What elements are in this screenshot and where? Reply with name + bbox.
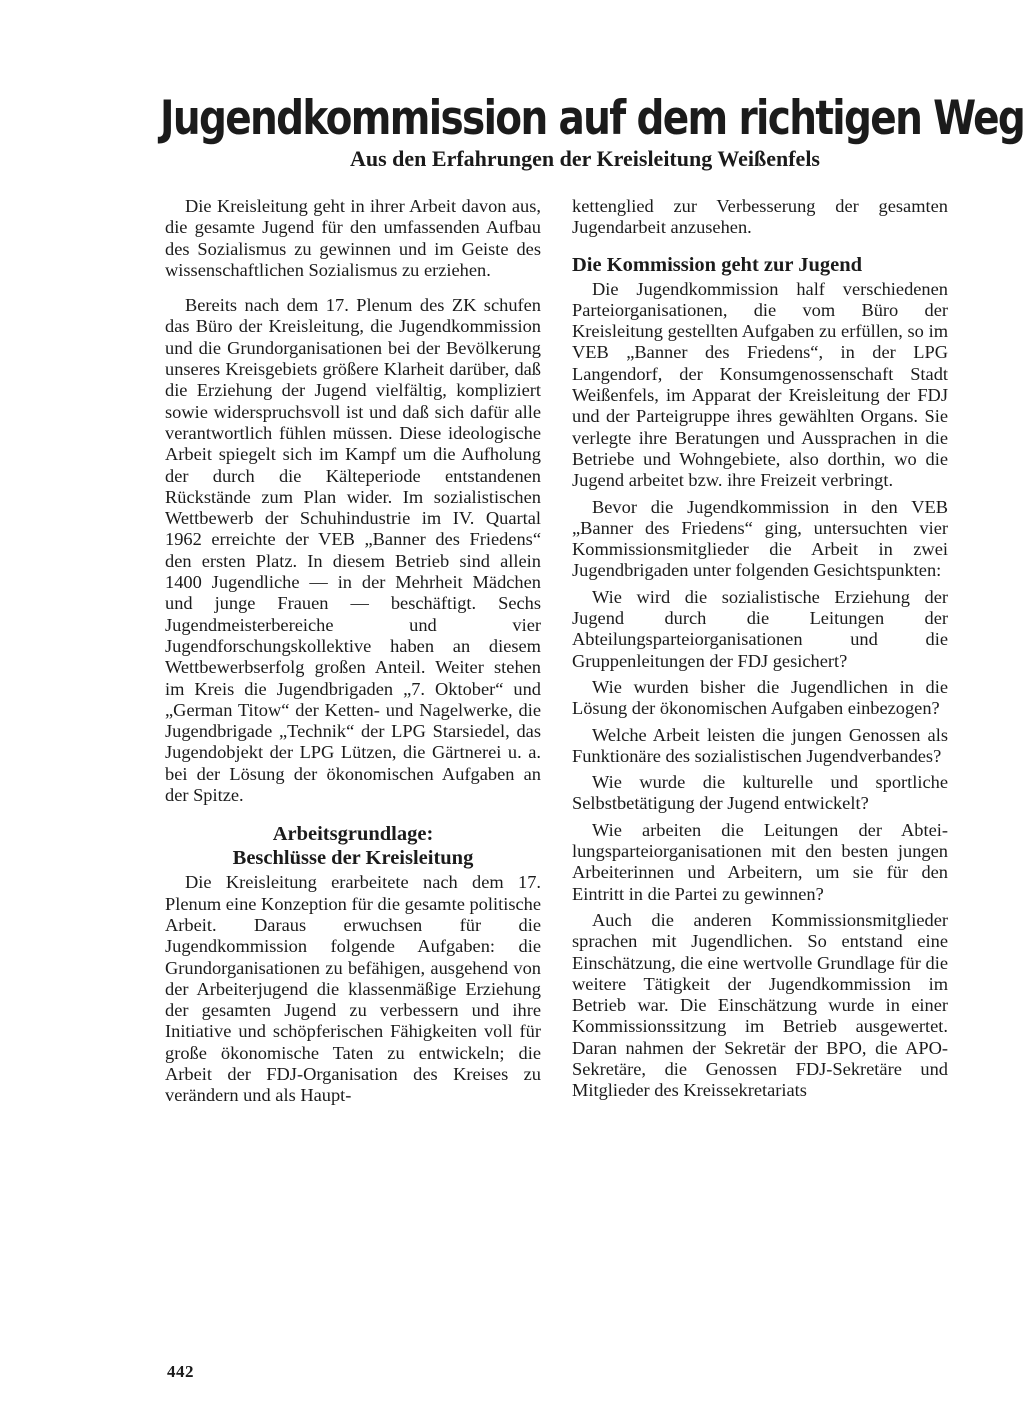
article-title: Jugendkommission auf dem richtigen Weg [160, 91, 1024, 146]
question-paragraph: Wie arbeiten die Leitungen der Abteilungsparteiorganisationen mit den besten jungen Arbeiterinnen und Arbeitern, um sie für den Eintritt in die Partei zu gewinnen? [572, 819, 948, 904]
page-number: 442 [167, 1362, 194, 1381]
question-paragraph: Wie wird die sozialistische Erziehung der Jugend durch die Leitungen der Abteilungsparteiorganisationen und die Gruppenleitungen der FDJ gesichert? [572, 586, 948, 671]
right-column [572, 196, 948, 1107]
paragraph: Die Kreisleitung geht in ihrer Arbeit davon aus, die gesamte Jugend für den umfassenden Aufbau des Sozialismus zu gewinnen und im Geiste des wissenschaftlichen Sozialismus zu erziehen. [165, 196, 541, 280]
paragraph: Die Jugendkommission half verschiedenen Parteiorganisationen, die vom Büro der Kreisleitung gestellten Aufgaben zu erfüllen, so im VEB „Banner des Friedens“, in der LPG Langendorf, der Konsumgenossenschaft Stadt Weißenfels, im Apparat der Kreisleitung der FDJ und der Parteigruppe ihres gewählten Organs. Sie verlegte ihre Beratungen und Aussprachen in die Betriebe und Wohngebiete, also dorthin, wo die Jugend arbeitet bzw. ihre Freizeit verbringt. [572, 278, 948, 491]
section-heading-kommission: Die Kommission geht zur Jugend [572, 253, 863, 276]
section-heading-arbeitsgrundlage [165, 822, 541, 870]
paragraph: Die Kreisleitung erarbeitete nach dem 17. Plenum eine Konzeption für die gesamte politische Arbeit. Daraus erwuchsen für die Jugendkommission folgende Aufgaben: die Grundorganisationen zu befähigen, ausgehend von der Arbeiterjugend die klassenmäßige Erziehung der gesamten Jugend zu verbessern und ihre Initiative und schöpferischen Fähigkeiten voll für große ökonomische Taten zu entwickeln; die Arbeit der FDJ-Organisation des Kreises zu verändern und als Haupt- [165, 872, 541, 1106]
paragraph: Bereits nach dem 17. Plenum des ZK schufen das Büro der Kreisleitung, die Jugendkommission und die Grundorganisationen bei der Bevölkerung unseres Kreisgebiets größere Klarheit darüber, daß die Erziehung der Jugend vielfältig, kompliziert sowie widerspruchsvoll ist und daß sich dafür alle verantwortlich fühlen müssen. Diese ideologische Arbeit spiegelt sich im Kampf um die Aufholung der durch die Kälteperiode entstandenen Rückstände zum Plan wider. Im sozialistischen Wettbewerb der Schuhindustrie im IV. Quartal 1962 erreichte der VEB „Banner des Friedens“ den ersten Platz. In diesem Betrieb sind allein 1400 Jugendliche — in der Mehrheit Mädchen und junge Frauen — beschäftigt. Sechs Jugendmeisterbereiche und vier Jugendforschungskollektive haben an diesem Wettbewerbserfolg großen Anteil. Weiter stehen im Kreis die Jugendbrigaden „7. Oktober“ und „German Titow“ der Ketten- und Nagelwerke, die Jugendbrigade „Technik“ der LPG Starsiedel, das Jugendobjekt der LPG Lützen, die Gärtnerei u. a. bei der Lösung der ökonomischen Aufgaben an der Spitze. [165, 295, 541, 806]
article-subtitle: Aus den Erfahrungen der Kreisleitung Weißenfels [350, 146, 820, 171]
question-paragraph: Welche Arbeit leisten die jungen Genossen als Funktionäre des sozialistischen Jugendverbandes? [572, 724, 948, 766]
paragraph: Bevor die Jugendkommission in den VEB „Banner des Friedens“ ging, untersuchten vier Kommissionsmitglieder die Arbeit in zwei Jugendbrigaden unter folgenden Gesichtspunkten: [572, 496, 948, 581]
question-paragraph: Wie wurde die kulturelle und sportliche Selbstbetätigung der Jugend entwickelt? [572, 772, 948, 814]
paragraph: Auch die anderen Kommissionsmitglieder sprachen mit Jugendlichen. So entstand eine Einschätzung, die eine wertvolle Grundlage für die weitere Tätigkeit der Jugendkommission im Betrieb war. Die Einschätzung wurde in einer Kommissionssitzung im Betrieb ausgewertet. Daran nahmen der Sekretär der BPO, die APO-Sekretäre, die Genossen FDJ-Sekretäre und Mitglieder des Kreissekretariats [572, 909, 948, 1101]
section-heading-line: Arbeitsgrundlage: [272, 823, 434, 846]
paragraph: kettenglied zur Verbesserung der gesamten Jugendarbeit anzusehen. [572, 196, 948, 238]
section-heading-line: Beschlüsse der Kreisleitung [232, 847, 474, 870]
question-paragraph: Wie wurden bisher die Jugendlichen in die Lösung der ökonomischen Aufgaben einbezogen? [572, 676, 948, 719]
left-column [165, 196, 541, 1112]
